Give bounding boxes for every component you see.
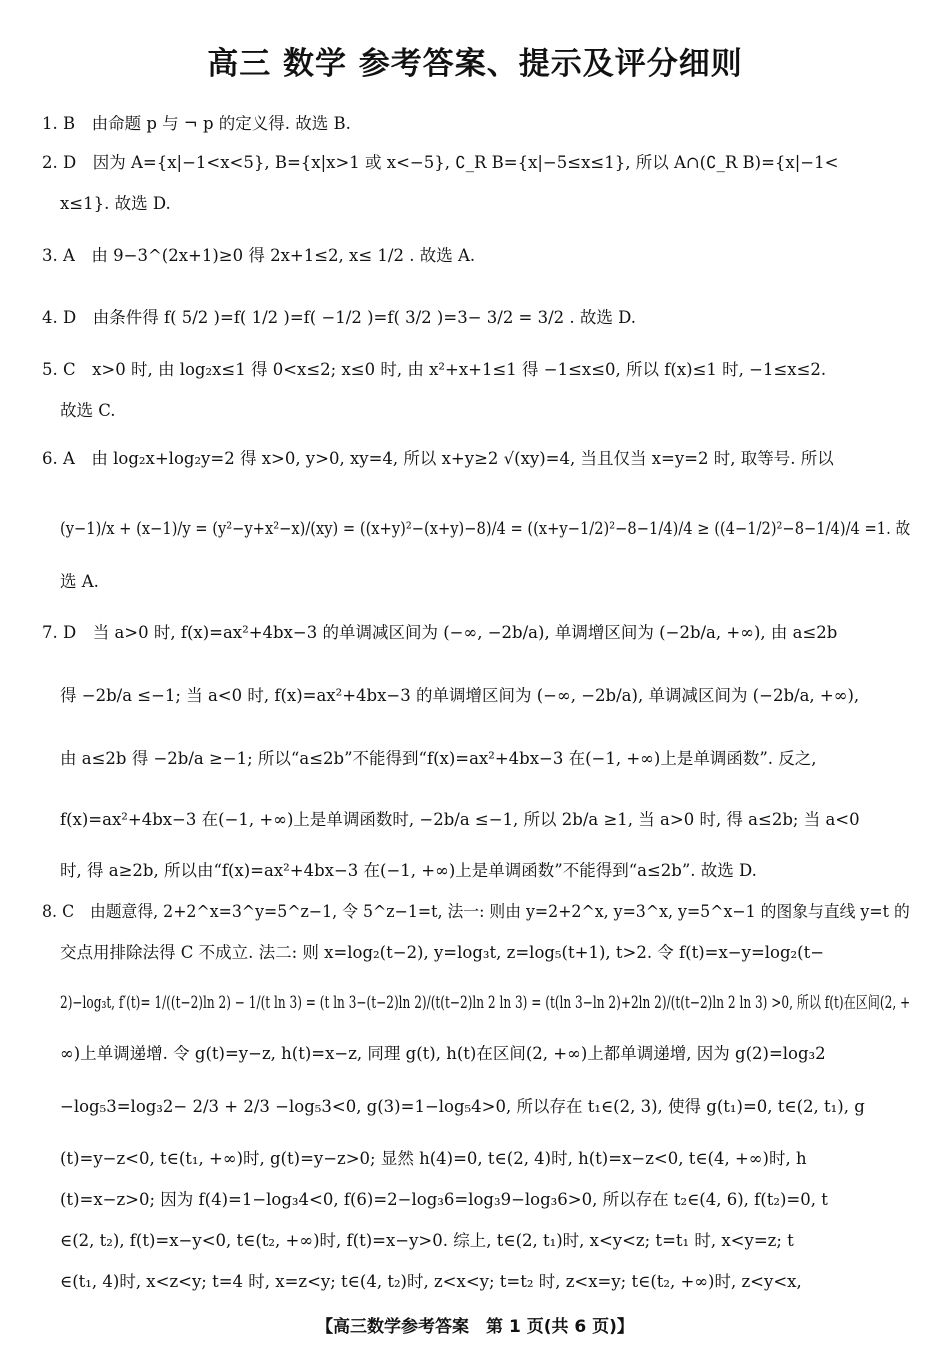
answer-4-line-1: 4. D 由条件得 f( 5/2 )=f( 1/2 )=f( −1/2 )=f( 3/2 )=3− 3/2 = 3/2 . 故选 D. <box>42 308 637 327</box>
answer-1-line-1: 1. B 由命题 p 与 ¬ p 的定义得. 故选 B. <box>42 114 351 133</box>
answer-8-line-5: −log₅3=log₃2− 2/3 + 2/3 −log₅3<0, g(3)=1−log₅4>0, 所以存在 t₁∈(2, 3), 使得 g(t₁)=0, t∈(2, t₁), g <box>60 1097 865 1116</box>
page-footer: 【高三数学参考答案 第 1 页(共 6 页)】 <box>316 1317 634 1337</box>
answer-3-line-1: 3. A 由 9−3^(2x+1)≥0 得 2x+1≤2, x≤ 1/2 . 故选 A. <box>42 246 476 265</box>
answer-5-line-2: 故选 C. <box>60 401 116 420</box>
answer-6-line-3: 选 A. <box>60 572 99 591</box>
answer-8-line-1: 8. C 由题意得, 2+2^x=3^y=5^z−1, 令 5^z−1=t, 法一: 则由 y=2+2^x, y=3^x, y=5^x−1 的图象与直线 y=t 的 <box>42 902 910 921</box>
answer-7-line-1: 7. D 当 a>0 时, f(x)=ax²+4bx−3 的单调减区间为 (−∞, −2b/a), 单调增区间为 (−2b/a, +∞), 由 a≤2b <box>42 623 838 642</box>
answer-8-line-2: 交点用排除法得 C 不成立. 法二: 则 x=log₂(t−2), y=log₃t, z=log₅(t+1), t>2. 令 f(t)=x−y=log₂(t− <box>60 943 825 962</box>
answer-8-line-8: ∈(2, t₂), f(t)=x−y<0, t∈(t₂, +∞)时, f(t)=x−y>0. 综上, t∈(2, t₁)时, x<y<z; t=t₁ 时, x<y=z; t <box>60 1231 794 1250</box>
answer-8-line-4: ∞)上单调递增. 令 g(t)=y−z, h(t)=x−z, 同理 g(t), h(t)在区间(2, +∞)上都单调递增, 因为 g(2)=log₃2 <box>60 1044 826 1063</box>
answer-7-line-4: f(x)=ax²+4bx−3 在(−1, +∞)上是单调函数时, −2b/a ≤−1, 所以 2b/a ≥1, 当 a>0 时, 得 a≤2b; 当 a<0 <box>60 810 860 829</box>
answer-7-line-5: 时, 得 a≥2b, 所以由“f(x)=ax²+4bx−3 在(−1, +∞)上是单调函数”不能得到“a≤2b”. 故选 D. <box>60 861 757 880</box>
answer-8-line-6: (t)=y−z<0, t∈(t₁, +∞)时, g(t)=y−z>0; 显然 h(4)=0, t∈(2, 4)时, h(t)=x−z<0, t∈(4, +∞)时, h <box>60 1149 807 1168</box>
answer-8-line-3: 2)−log₃t, f′(t)= 1/((t−2)ln 2) − 1/(t ln 3) = (t ln 3−(t−2)ln 2)/(t(t−2)ln 2 ln 3) = (t(ln 3−ln 2)+2ln 2)/(t(t−2)ln 2 ln 3) >0, 所以 f(t)在区间(2, + <box>60 993 911 1012</box>
page-title: 高三 数学 参考答案、提示及评分细则 <box>207 46 743 82</box>
answer-2-line-2: x≤1}. 故选 D. <box>60 194 171 213</box>
answer-5-line-1: 5. C x>0 时, 由 log₂x≤1 得 0<x≤2; x≤0 时, 由 x²+x+1≤1 得 −1≤x≤0, 所以 f(x)≤1 时, −1≤x≤2. <box>42 360 827 379</box>
answer-7-line-2: 得 −2b/a ≤−1; 当 a<0 时, f(x)=ax²+4bx−3 的单调增区间为 (−∞, −2b/a), 单调减区间为 (−2b/a, +∞), <box>60 686 860 705</box>
answer-7-line-3: 由 a≤2b 得 −2b/a ≥−1; 所以“a≤2b”不能得到“f(x)=ax²+4bx−3 在(−1, +∞)上是单调函数”. 反之, <box>60 749 817 768</box>
answer-6-line-2: (y−1)/x + (x−1)/y = (y²−y+x²−x)/(xy) = ((x+y)²−(x+y)−8)/4 = ((x+y−1/2)²−8−1/4)/4 ≥ ((4−1/2)²−8−1/4)/4 =1. 故 <box>60 519 911 538</box>
answer-8-line-9: ∈(t₁, 4)时, x<z<y; t=4 时, x=z<y; t∈(4, t₂)时, z<x<y; t=t₂ 时, z<x=y; t∈(t₂, +∞)时, z<y<x, <box>60 1272 802 1291</box>
answer-8-line-7: (t)=x−z>0; 因为 f(4)=1−log₃4<0, f(6)=2−log₃6=log₃9−log₃6>0, 所以存在 t₂∈(4, 6), f(t₂)=0, t <box>60 1190 828 1209</box>
answer-2-line-1: 2. D 因为 A={x|−1<x<5}, B={x|x>1 或 x<−5}, ∁_R B={x|−5≤x≤1}, 所以 A∩(∁_R B)={x|−1< <box>42 153 839 172</box>
answer-6-line-1: 6. A 由 log₂x+log₂y=2 得 x>0, y>0, xy=4, 所以 x+y≥2 √(xy)=4, 当且仅当 x=y=2 时, 取等号. 所以 <box>42 449 834 468</box>
